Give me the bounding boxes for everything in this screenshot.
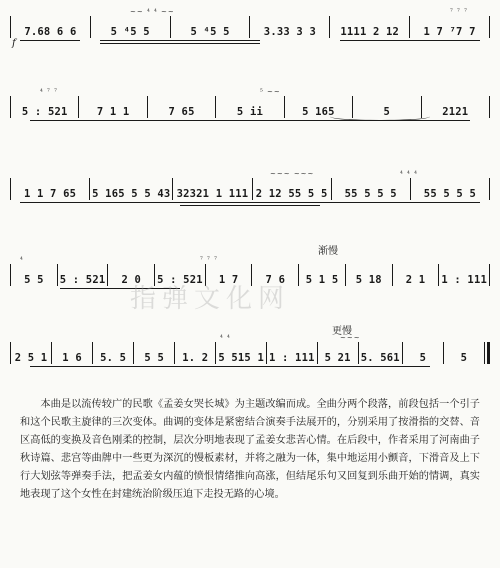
measure: 5 [460,352,468,364]
measure: 5 5 [24,274,44,286]
measure: 5 165 5 5 43 [92,188,171,200]
ornament-marks: ⁷ ⁷ ⁷ [200,256,218,264]
ornament-marks: ⁵ ~~ [260,88,281,96]
measure: 1 7 ⁷7 7 [423,26,476,38]
tempo-marking: 更慢 [332,326,352,337]
measure: 32321 1 111 [176,188,249,200]
beam-line [100,40,260,41]
beam-line [180,205,320,206]
measure: 2 5 1 [14,352,48,364]
beam-line [30,366,430,367]
measure: 5 ⁴5 5 [190,26,230,38]
score-system-5 [10,326,490,374]
score-system-2 [10,88,490,128]
measure: 5 : 521 [157,274,203,286]
watermark: 指弹文化网 [130,284,291,314]
measure: 1 7 [218,274,239,286]
score-system-1 [10,8,490,48]
measure: 5 : 521 [21,106,68,118]
tempo-marking: 渐慢 [318,246,338,257]
measure: 5 515 1 [218,352,264,364]
measure: 2 12 55 5 5 [255,188,328,200]
measure: 7 6 [265,274,286,286]
barline [489,178,490,200]
measure: 5. 561 [360,352,400,364]
measure: 2121 [442,106,469,118]
ornament-marks: ~~ ⁴ ⁴ ~~ [130,8,175,16]
measure: 1 1 7 65 [23,188,77,200]
measure: 2 1 [405,274,426,286]
beam-line [340,40,480,41]
measure-row [10,342,490,364]
final-barline [487,342,490,364]
measure: 5 165 [302,106,335,118]
ornament-marks: ⁴ ⁷ ⁷ [40,88,58,96]
ornament-marks: ⁴ ⁴ [220,334,231,342]
beam-line [20,202,480,203]
ornament-marks: ~~~ [340,334,361,342]
measure: 3.33 3 3 [263,26,316,38]
measure: 55 5 5 5 [344,188,397,200]
measure: 1. 2 [182,352,209,364]
measure: 5 [419,352,427,364]
dynamic-marking: f [12,38,16,49]
measure-row [10,178,490,200]
measure: 5 18 [355,274,382,286]
measure: 5 : 521 [59,274,106,286]
measure: 5 [383,106,391,118]
measure: 5 ⁴5 5 [110,26,150,38]
barline [489,264,490,286]
measure: 2 0 [121,274,142,286]
measure: 55 5 5 5 [423,188,476,200]
measure: 7 65 [168,106,195,118]
measure: 5 5 [144,352,164,364]
ornament-marks: ~~~ ~~~ [270,170,315,178]
piece-description: 本曲是以流传较广的民歌《孟姜女哭长城》为主题改编而成。全曲分两个段落，前段包括一个引子和这个民歌主旋律的三次变体。曲调的变体是紧密结合演奏手法展开的，分别采用了按滑指的交替、音区高低的变换及音色刚柔的控制，层次分明地表现了孟姜女悲苦心情。在后段中，作者采用了河南曲子秋诗篇、悲宫等曲牌中一些更为深沉的慢板素材，并将之融为一体，集中地运用小颤音，下滑音及上下行大划弦等弹奏手法，把孟姜女内蕴的愤恨情绪推向高涨，但结尾乐句又回复到乐曲开始的情调，真实地表现了这个女性在封建统治阶级压迫下走投无路的心境。 [20,399,480,500]
barline [484,342,485,364]
ornament-marks: ⁴ [20,256,24,264]
measure: 7 1 1 [96,106,130,118]
beam-line [100,43,260,44]
beam-line [30,120,470,121]
measure: 1 : 111 [441,274,487,286]
measure: 5 1 5 [305,274,339,286]
beam-line [20,40,80,41]
ornament-marks: ⁴ ⁴ ⁴ [400,170,418,178]
measure: 5. 5 [100,352,127,364]
barline [489,96,490,118]
measure: 5 ii [236,106,264,118]
measure: 1111 2 12 [340,26,400,38]
measure: 7.68 6 6 [24,26,77,38]
barline [489,16,490,38]
measure: 1 : 111 [268,352,315,364]
measure: 1 6 [62,352,82,364]
score-system-3 [10,170,490,210]
measure: 5 21 [324,352,351,364]
measure-row [10,16,490,38]
ornament-marks: ⁷ ⁷ ⁷ [450,8,468,16]
